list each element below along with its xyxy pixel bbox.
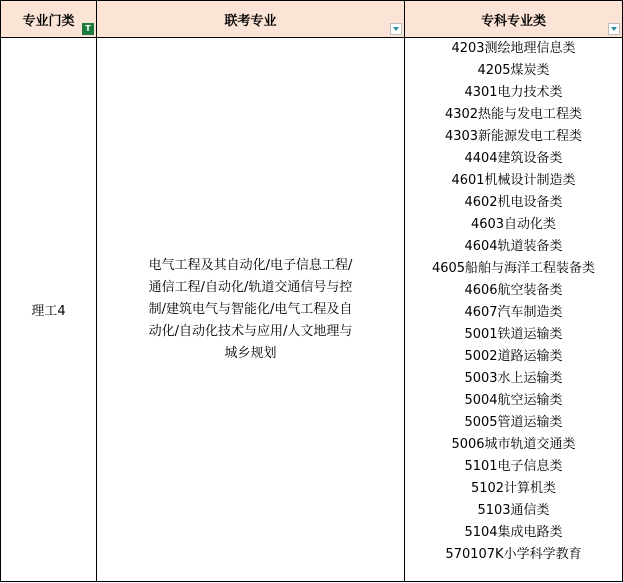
list-item: 4601机械设计制造类 (451, 173, 576, 188)
joint-exam-line: 城乡规划 (224, 345, 277, 361)
list-item: 4301电力技术类 (464, 85, 563, 100)
joint-exam-line: 电气工程及其自动化/电子信息工程/ (148, 257, 353, 273)
list-item: 4606航空装备类 (464, 283, 563, 298)
list-item: 4302热能与发电工程类 (444, 107, 583, 122)
list-item: 4603自动化类 (470, 217, 557, 232)
category-value: 理工4 (31, 304, 66, 319)
header-cell-category[interactable] (1, 1, 97, 38)
dropdown-arrow-icon[interactable] (390, 23, 402, 35)
header-cell-joint-exam[interactable] (97, 1, 405, 38)
header-label-joint-exam: 联考专业 (224, 13, 277, 29)
table-row (1, 38, 623, 582)
list-item: 5003水上运输类 (464, 371, 563, 386)
list-item: 5101电子信息类 (464, 459, 563, 474)
list-item: 4404建筑设备类 (464, 151, 563, 166)
list-item: 5001铁道运输类 (464, 327, 563, 342)
joint-exam-line: 动化/自动化技术与应用/人文地理与 (148, 323, 353, 339)
specialty-list (405, 38, 622, 566)
header-label-specialty: 专科专业类 (480, 13, 546, 29)
list-item: 5006城市轨道交通类 (451, 437, 576, 452)
joint-exam-line: 通信工程/自动化/轨道交通信号与控 (148, 279, 353, 295)
specialty-cell[interactable] (405, 38, 623, 582)
list-item: 4604轨道装备类 (464, 239, 563, 254)
list-item: 4607汽车制造类 (464, 305, 563, 320)
filter-funnel-icon[interactable]: T (82, 23, 94, 35)
dropdown-arrow-icon[interactable] (608, 23, 620, 35)
list-item: 5103通信类 (477, 503, 550, 518)
list-item: 4205煤炭类 (477, 63, 550, 78)
list-item: 5004航空运输类 (464, 393, 563, 408)
header-label-category: 专业门类 (22, 13, 75, 29)
header-cell-specialty[interactable] (405, 1, 623, 38)
category-cell[interactable] (1, 38, 97, 582)
list-item: 4303新能源发电工程类 (444, 129, 583, 144)
list-item: 570107K小学科学教育 (445, 547, 582, 562)
joint-exam-cell[interactable] (97, 38, 405, 582)
list-item: 4602机电设备类 (464, 195, 563, 210)
header-row (1, 1, 623, 38)
list-item: 5104集成电路类 (464, 525, 563, 540)
list-item: 5102计算机类 (470, 481, 557, 496)
list-item: 4605船舶与海洋工程装备类 (431, 261, 596, 276)
joint-exam-line: 制/建筑电气与智能化/电气工程及自 (148, 301, 353, 317)
list-item: 5002道路运输类 (464, 349, 563, 364)
list-item: 5005管道运输类 (464, 415, 563, 430)
joint-exam-text (97, 255, 404, 365)
list-item: 4203测绘地理信息类 (451, 41, 576, 56)
